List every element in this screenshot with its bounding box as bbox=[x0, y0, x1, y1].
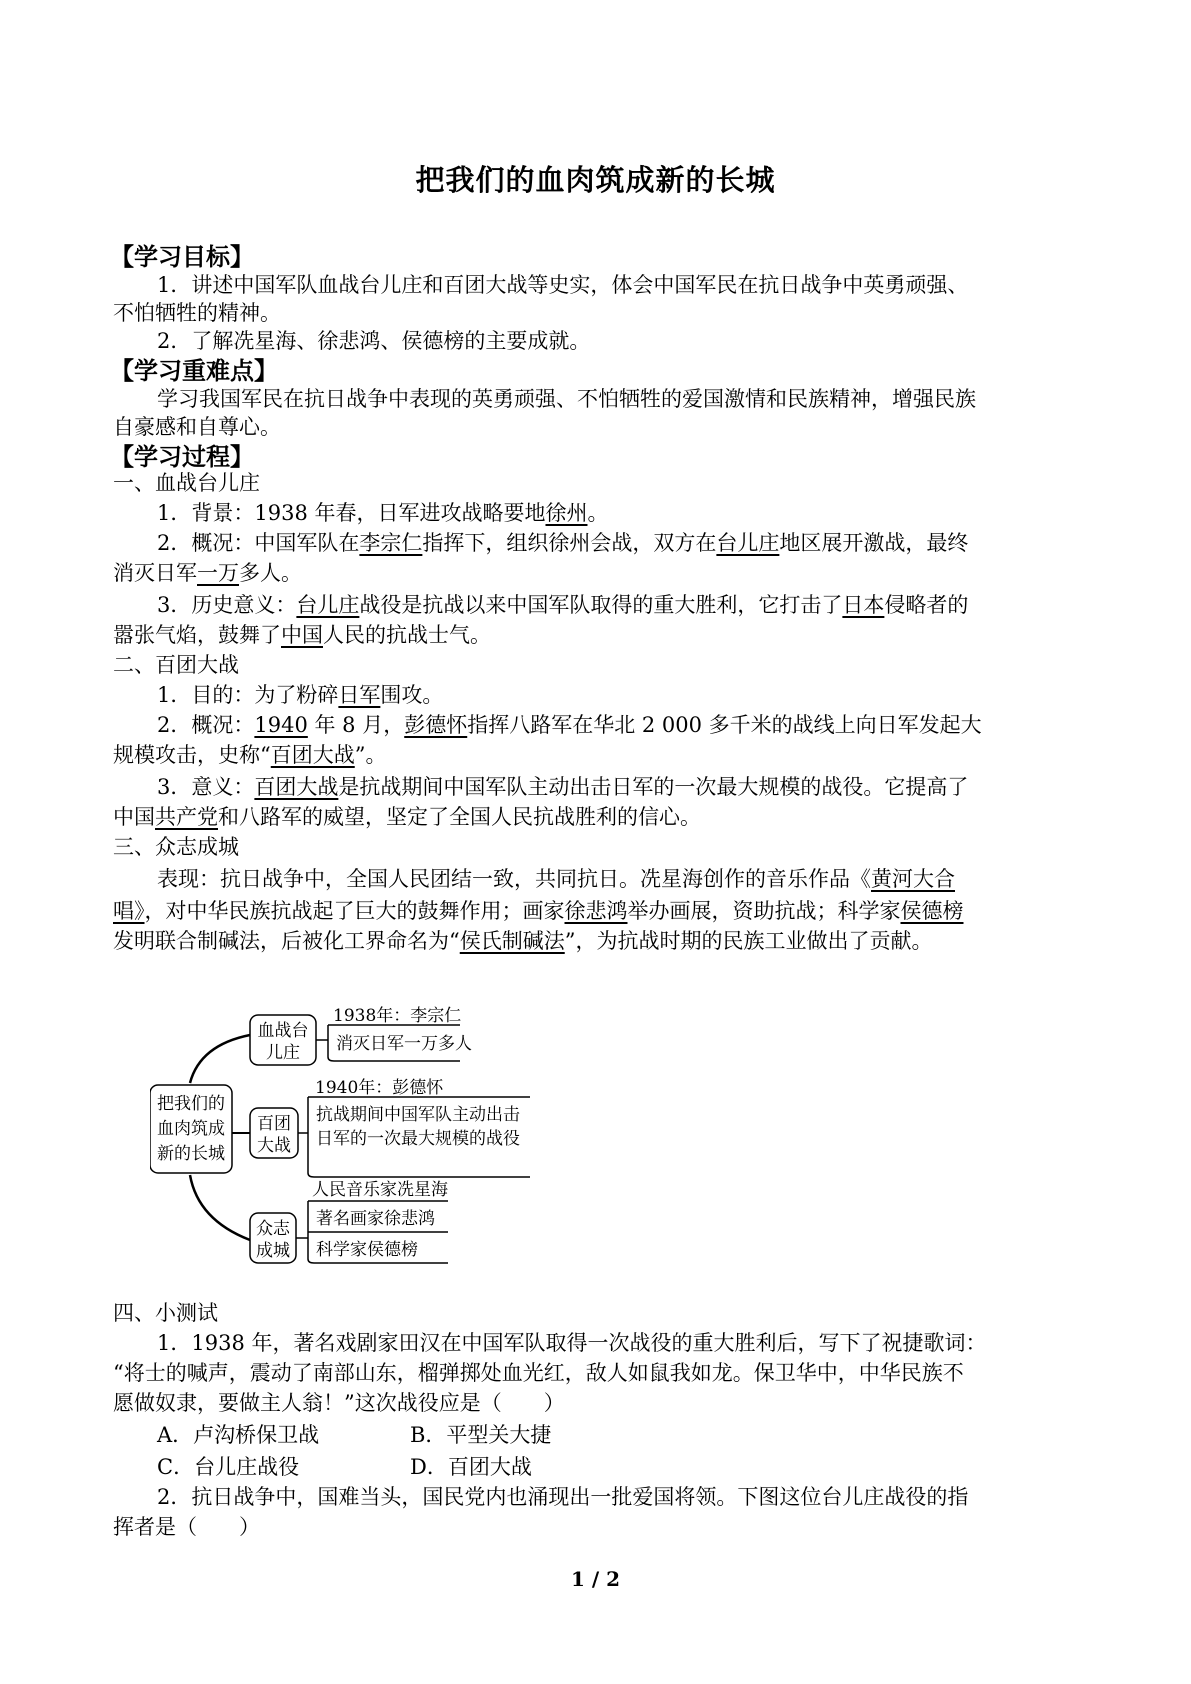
underlined-answer: 台儿庄 bbox=[296, 593, 360, 617]
branch-3-item-1: 著名画家徐悲鸿 bbox=[316, 1209, 435, 1229]
part1-significance-line-2 bbox=[113, 618, 491, 652]
question-1-option-a: A．卢沟桥保卫战 bbox=[157, 1423, 320, 1447]
text: 指挥八路军在华北 2 000 多千米的战线上向日军发起大 bbox=[467, 713, 982, 737]
text: 1．目的：为了粉碎 bbox=[157, 683, 339, 707]
underlined-answer: 中国 bbox=[281, 623, 323, 647]
underlined-answer: 日本 bbox=[842, 593, 885, 617]
question-1-option-d: D．百团大战 bbox=[410, 1455, 532, 1479]
text: 规模攻击，史称“ bbox=[113, 743, 271, 767]
underlined-answer: 一万 bbox=[197, 561, 239, 585]
text: 表现：抗日战争中，全国人民团结一致，共同抗日。冼星海创作的音乐作品《 bbox=[157, 867, 871, 891]
branch-2-top-label: 1940年：彭德怀 bbox=[315, 1078, 444, 1098]
question-1-line-1: 1．1938 年，著名戏剧家田汉在中国军队取得一次战役的重大胜利后，写下了祝捷歌词： bbox=[157, 1331, 987, 1355]
underlined-answer: 日军 bbox=[338, 683, 381, 707]
text: 2．概况：中国军队在 bbox=[157, 531, 360, 555]
text: 发明联合制碱法，后被化工界命名为“ bbox=[113, 929, 460, 953]
branch-1-line-2: 儿庄 bbox=[266, 1043, 300, 1063]
underlined-answer: 百团大战 bbox=[254, 775, 339, 799]
section-heading-process: 【学习过程】 bbox=[110, 443, 254, 471]
text: 中国 bbox=[113, 805, 155, 829]
part1-overview-line-2 bbox=[113, 556, 302, 590]
part3-line-2 bbox=[113, 894, 964, 928]
goal-1-line-1: 1．讲述中国军队血战台儿庄和百团大战等史实，体会中国军民在抗日战争中英勇顽强、 bbox=[157, 273, 969, 297]
part2-significance-line-1 bbox=[157, 770, 968, 804]
underlined-answer: 李宗仁 bbox=[359, 531, 423, 555]
branch-2-item-line-1: 抗战期间中国军队主动出击 bbox=[316, 1105, 520, 1125]
question-2-line-2: 挥者是（ ） bbox=[113, 1515, 260, 1539]
part3-line-3 bbox=[113, 924, 932, 958]
spine-bottom-curve bbox=[190, 1175, 250, 1240]
part3-line-1 bbox=[157, 862, 955, 896]
text: ”，为抗战时期的民族工业做出了贡献。 bbox=[564, 929, 933, 953]
root-node-line-3: 新的长城 bbox=[157, 1144, 225, 1164]
underlined-answer: 徐州 bbox=[545, 501, 588, 525]
branch-2-item-line-2: 日军的一次最大规模的战役 bbox=[316, 1129, 520, 1149]
question-2-line-1: 2．抗日战争中，国难当头，国民党内也涌现出一批爱国将领。下图这位台儿庄战役的指 bbox=[157, 1485, 969, 1509]
section-heading-goals: 【学习目标】 bbox=[110, 243, 254, 271]
key-points-line-2: 自豪感和自尊心。 bbox=[113, 415, 281, 439]
page-title: 把我们的血肉筑成新的长城 bbox=[415, 163, 776, 197]
text: 地区展开激战，最终 bbox=[779, 531, 969, 555]
question-1-option-c: C．台儿庄战役 bbox=[157, 1455, 300, 1479]
text: 多人。 bbox=[239, 561, 302, 585]
part3-heading: 三、众志成城 bbox=[113, 835, 239, 859]
underlined-answer: 台儿庄 bbox=[716, 531, 780, 555]
underlined-answer: 徐悲鸿 bbox=[564, 899, 628, 923]
text: 人民的抗战士气。 bbox=[323, 623, 491, 647]
part1-overview-line-1 bbox=[157, 526, 968, 560]
underlined-answer: 黄河大合 bbox=[871, 867, 955, 891]
branch-2-line-2: 大战 bbox=[257, 1136, 291, 1156]
part2-overview-line-2 bbox=[113, 738, 387, 772]
branch-3-top-label: 人民音乐家冼星海 bbox=[312, 1180, 448, 1200]
text: 嚣张气焰，鼓舞了 bbox=[113, 623, 281, 647]
text: 3．历史意义： bbox=[157, 593, 297, 617]
branch-1-line-1: 血战台 bbox=[257, 1021, 309, 1041]
root-node-line-2: 血肉筑成 bbox=[157, 1119, 225, 1139]
goal-1-line-2: 不怕牺牲的精神。 bbox=[113, 301, 281, 325]
goal-2: 2．了解冼星海、徐悲鸿、侯德榜的主要成就。 bbox=[157, 329, 591, 353]
root-node-line-1: 把我们的 bbox=[157, 1094, 225, 1114]
part1-background bbox=[157, 496, 608, 530]
branch-2-line-1: 百团 bbox=[257, 1114, 291, 1134]
section-heading-key-points: 【学习重难点】 bbox=[110, 357, 278, 385]
mind-map-diagram bbox=[150, 1005, 580, 1270]
text: 和八路军的威望，坚定了全国人民抗战胜利的信心。 bbox=[218, 805, 701, 829]
text: ，对中华民族抗战起了巨大的鼓舞作用；画家 bbox=[144, 899, 565, 923]
text: 1．背景：1938 年春，日军进攻战略要地 bbox=[157, 501, 546, 525]
branch-1-top-label: 1938年：李宗仁 bbox=[333, 1006, 462, 1026]
underlined-answer: 彭德怀 bbox=[404, 713, 468, 737]
question-1-option-b: B．平型关大捷 bbox=[410, 1423, 552, 1447]
text: 。 bbox=[587, 501, 609, 525]
text: ”。 bbox=[354, 743, 387, 767]
part2-aim bbox=[157, 678, 443, 712]
underlined-answer: 侯德榜 bbox=[900, 899, 964, 923]
text: 指挥下，组织徐州会战，双方在 bbox=[422, 531, 717, 555]
branch-3-item-2: 科学家侯德榜 bbox=[316, 1240, 418, 1260]
part1-heading: 一、血战台儿庄 bbox=[113, 471, 260, 495]
key-points-line-1: 学习我国军民在抗日战争中表现的英勇顽强、不怕牺牲的爱国激情和民族精神，增强民族 bbox=[157, 387, 976, 411]
part2-significance-line-2 bbox=[113, 800, 701, 834]
part1-significance-line-1 bbox=[157, 588, 968, 622]
branch-1-item: 消灭日军一万多人 bbox=[336, 1034, 472, 1054]
spine-top-curve bbox=[190, 1035, 250, 1083]
text: 侵略者的 bbox=[884, 593, 969, 617]
text: 围攻。 bbox=[380, 683, 444, 707]
text: 消灭日军 bbox=[113, 561, 197, 585]
question-1-line-2: “将士的喊声，震动了南部山东，榴弹掷处血光红，敌人如鼠我如龙。保卫华中，中华民族不 bbox=[113, 1361, 964, 1385]
underlined-answer: 唱》 bbox=[113, 899, 145, 923]
text: 是抗战期间中国军队主动出击日军的一次最大规模的战役。它提高了 bbox=[338, 775, 969, 799]
part2-overview-line-1 bbox=[157, 708, 982, 742]
part4-heading: 四、小测试 bbox=[113, 1301, 218, 1325]
underlined-answer: 侯氏制碱法 bbox=[459, 929, 565, 953]
text: 2．概况： bbox=[157, 713, 255, 737]
underlined-answer: 共产党 bbox=[155, 805, 218, 829]
branch-3-line-1: 众志 bbox=[256, 1219, 290, 1239]
page-number: 1 / 2 bbox=[570, 1567, 621, 1591]
text: 3．意义： bbox=[157, 775, 255, 799]
branch-3-line-2: 成城 bbox=[256, 1241, 290, 1261]
question-1-line-3: 愿做奴隶，要做主人翁！”这次战役应是（ ） bbox=[113, 1391, 565, 1415]
underlined-answer: 百团大战 bbox=[270, 743, 355, 767]
text: 战役是抗战以来中国军队取得的重大胜利，它打击了 bbox=[359, 593, 843, 617]
text: 年 8 月， bbox=[307, 713, 405, 737]
underlined-answer: 1940 bbox=[254, 713, 308, 737]
part2-heading: 二、百团大战 bbox=[113, 653, 239, 677]
text: 举办画展，资助抗战；科学家 bbox=[627, 899, 901, 923]
